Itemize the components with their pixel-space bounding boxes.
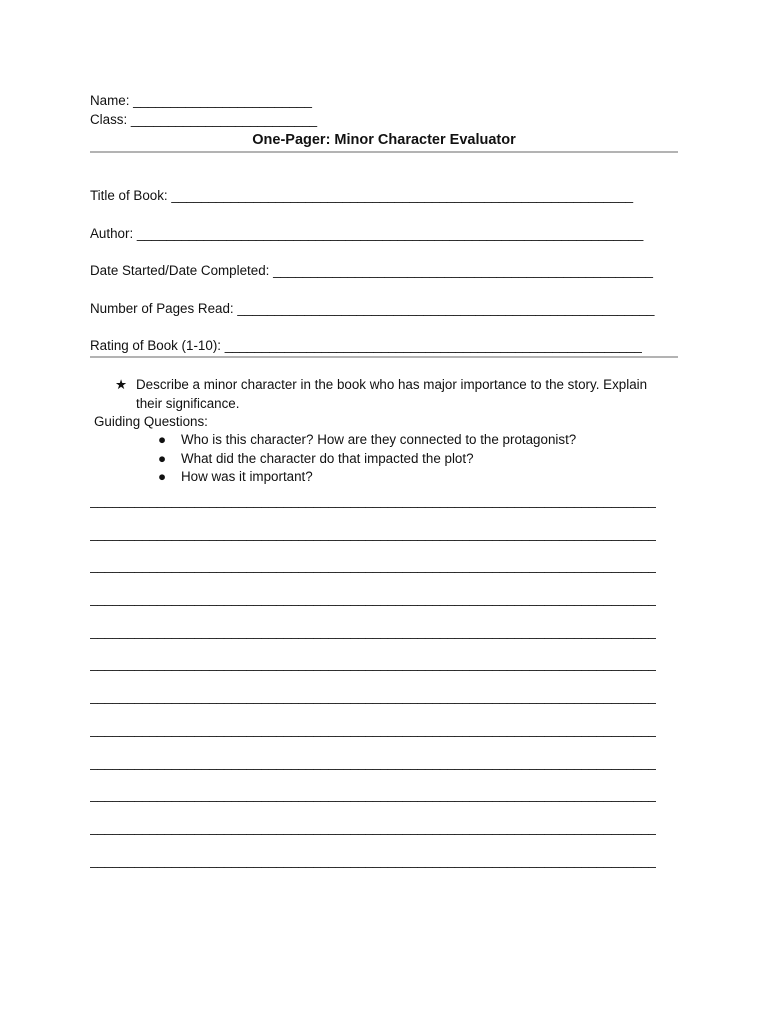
author-field[interactable]: Author: ____________________________________________________________________ [90, 226, 644, 241]
answer-line[interactable]: ____________________________________________________________________________ [90, 558, 656, 574]
rating-field[interactable]: Rating of Book (1-10): ________________________________________________________ [90, 338, 642, 353]
answer-line[interactable]: ____________________________________________________________________________ [90, 852, 656, 868]
answer-line[interactable]: ____________________________________________________________________________ [90, 689, 656, 705]
answer-line[interactable]: ____________________________________________________________________________ [90, 493, 656, 508]
class-field[interactable]: Class: _________________________ [90, 112, 318, 127]
answer-line[interactable]: ____________________________________________________________________________ [90, 591, 656, 607]
question-text: How was it important? [181, 469, 313, 485]
guiding-questions-list [158, 431, 576, 487]
page-title: One-Pager: Minor Character Evaluator [252, 132, 516, 148]
pages-read-field[interactable]: Number of Pages Read: ________________________________________________________ [90, 301, 655, 316]
title-of-book-field[interactable]: Title of Book: ______________________________________________________________ [90, 188, 634, 203]
question-text: Who is this character? How are they connected to the protagonist? [181, 432, 577, 447]
answer-line[interactable]: ____________________________________________________________________________ [90, 656, 656, 672]
answer-line[interactable]: ____________________________________________________________________________ [90, 525, 656, 541]
answer-line[interactable]: ____________________________________________________________________________ [90, 754, 656, 770]
answer-line[interactable]: ____________________________________________________________________________ [90, 623, 656, 639]
list-item [158, 450, 576, 469]
name-field[interactable]: Name: ________________________ [90, 93, 312, 108]
bullet-icon: ● [158, 450, 167, 466]
prompt-text: Describe a minor character in the book who has major importance to the story. Explain their significance. [136, 377, 648, 411]
header-divider [90, 151, 678, 153]
answer-line[interactable]: ____________________________________________________________________________ [90, 787, 656, 803]
answer-line[interactable]: ____________________________________________________________________________ [90, 721, 656, 737]
question-text: What did the character do that impacted the plot? [181, 450, 474, 466]
guiding-questions-label: Guiding Questions: [94, 414, 208, 429]
bullet-icon: ● [158, 469, 167, 485]
prompt-block [115, 375, 675, 413]
date-started-completed-field[interactable]: Date Started/Date Completed: ___________________________________________________ [90, 263, 653, 278]
list-item [158, 431, 576, 450]
answer-line[interactable]: ____________________________________________________________________________ [90, 819, 656, 835]
star-icon: ★ [115, 377, 128, 392]
list-item [158, 468, 576, 487]
answer-lines [90, 492, 656, 884]
info-divider [90, 356, 678, 358]
bullet-icon: ● [158, 432, 167, 447]
